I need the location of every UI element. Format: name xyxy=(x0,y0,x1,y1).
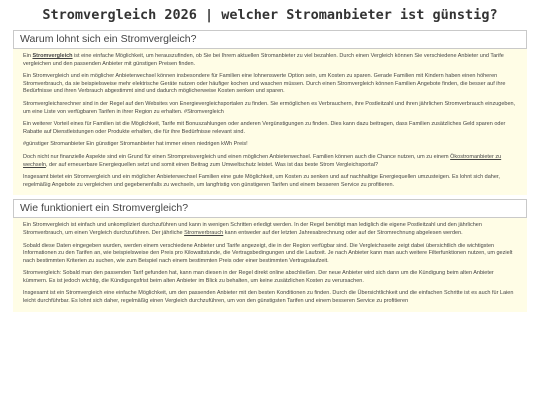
paragraph: Insgesamt bietet ein Stromvergleich und ein möglicher Anbieterwechsel Familien eine gute Möglichkeit, um Kosten zu senken und auf nachhaltige Energiequellen umzusteigen. Es lohnt sich daher, regelmäßig Angebote zu vergleichen und gegebenenfalls zu wechseln, um langfristig von günstigeren Tarifen und einem besseren Service zu profitieren. xyxy=(23,174,500,188)
link-oekostromanbieter[interactable]: Ökostromanbieter zu wechseln xyxy=(23,153,502,168)
paragraph: #günstiger Stromanbieter Ein günstiger Stromanbieter hat immer einen niedrigen kWh Preis! xyxy=(23,141,248,148)
paragraph xyxy=(23,154,517,169)
text-fragment: kann entweder auf der letzten Jahresabrechnung oder auf der Stromrechnung abgelesen werden. xyxy=(223,229,463,236)
text-fragment: Ein Stromvergleich ist einfach und unkompliziert durchzuführen und kann in wenigen Schritten erledigt werden. In der Regel benötigt man lediglich die eigene Postleitzahl und den jährlichen Stromverbrauch, um einen Vergleich durchzuführen. Der jährliche xyxy=(23,222,482,236)
paragraph: Ein weiterer Vorteil eines für Familien ist die Möglichkeit, Tarife mit Bonuszahlungen oder anderen Vergünstigungen zu finden. Dies kann dazu beitragen, dass Familien zusätzliches Geld sparen oder Rabatte auf Dienstleistungen oder Produkte erhalten, die für ihre Bedürfnisse relevant sind. xyxy=(23,121,506,135)
text-fragment: ist eine einfache Möglichkeit, um herauszufinden, ob Sie bei Ihrem aktuellen Stromanbieter zu viel bezahlen. Durch einen Vergleich können Sie verschiedene Anbieter und Tarife vergleichen und den passenden Anbieter mit günstigen Preisen finden. xyxy=(23,53,504,67)
text-fragment: Doch nicht nur finanzielle Aspekte sind ein Grund für einen Strompreisvergleich und einen möglichen Anbieterwechsel. Familien können auch die Chance nutzen, um zu einem xyxy=(23,153,451,160)
section-heading-wie: Wie funktioniert ein Stromvergleich? xyxy=(13,199,527,218)
section-body-warum xyxy=(13,49,527,195)
section-body-wie xyxy=(13,218,527,311)
text-fragment: , der auf erneuerbare Energiequellen setzt und somit einen Beitrag zum Umweltschutz leistet. Was ist das beste Strom Vergleichsportal? xyxy=(45,161,379,168)
paragraph: Stromvergleich: Sobald man den passenden Tarif gefunden hat, kann man diesen in der Regel direkt online abschließen. Der neue Anbieter wird sich dann um die Kündigung beim alten Anbieter kümmern. Es ist jedoch wichtig, die Kündigungsfrist beim alten Anbieter im Blick zu behalten, um keine zusätzlichen Kosten zu verursachen. xyxy=(23,270,494,284)
content xyxy=(13,30,527,312)
text-fragment: Ein xyxy=(23,53,33,59)
paragraph: Sobald diese Daten eingegeben wurden, werden einem verschiedene Anbieter und Tarife angezeigt, die in der Region verfügbar sind. Die Vergleichsseite zeigt dabei übersichtlich die wichtigsten Informationen zu den Tarifen an, wie beispielsweise den Preis pro Kilowattstunde, die Vertragsbedingungen und die Laufzeit. Je nach Anbieter kann man auch weitere Filterfunktionen nutzen, um gezielt nach bestimmten Kriterien zu suchen, wie zum Beispiel nach einem bestimmten Preis oder einer bestimmten Vertragslaufzeit. xyxy=(23,242,513,264)
paragraph xyxy=(23,222,517,237)
page-title: Stromvergleich 2026 | welcher Stromanbieter ist günstig? xyxy=(42,7,498,23)
paragraph xyxy=(23,53,517,68)
section-heading-warum: Warum lohnt sich ein Stromvergleich? xyxy=(13,30,527,49)
keyword-link-stromvergleich[interactable]: Stromvergleich xyxy=(32,53,73,59)
paragraph: Stromvergleichsrechner sind in der Regel auf den Websites von Energievergleichsportalen zu finden. Sie ermöglichen es Verbrauchern, ihre Postleitzahl und ihren jährlichen Stromverbrauch einzugeben, um eine Liste von verfügbaren Tarifen in ihrer Region zu erhalten. #Stromvergleich xyxy=(23,100,516,115)
paragraph: Ein Stromvergleich und ein möglicher Anbieterwechsel können insbesondere für Familien eine lohnenswerte Option sein, um Kosten zu sparen. Gerade Familien mit Kindern haben einen höheren Stromverbrauch, da sie beispielsweise mehr elektrische Geräte nutzen oder häufiger kochen und waschen müssen. Durch einen Stromvergleich können Familien Angebote finden, die besser auf ihre Bedürfnisse und ihren Verbrauch abgestimmt sind und dadurch möglicherweise Kosten senken und sparen. xyxy=(23,73,506,95)
paragraph: Insgesamt ist ein Stromvergleich eine einfache Möglichkeit, um den passenden Anbieter mit den besten Konditionen zu finden. Durch die Übersichtlichkeit und die einfachen Schritte ist es auch für Laien leicht durchführbar. Es lohnt sich daher, regelmäßig einen Vergleich durchzuführen, um von den günstigsten Tarifen und einem besseren Service zu profitieren xyxy=(23,290,514,305)
link-stromverbrauch[interactable]: Stromverbrauch xyxy=(184,229,224,236)
